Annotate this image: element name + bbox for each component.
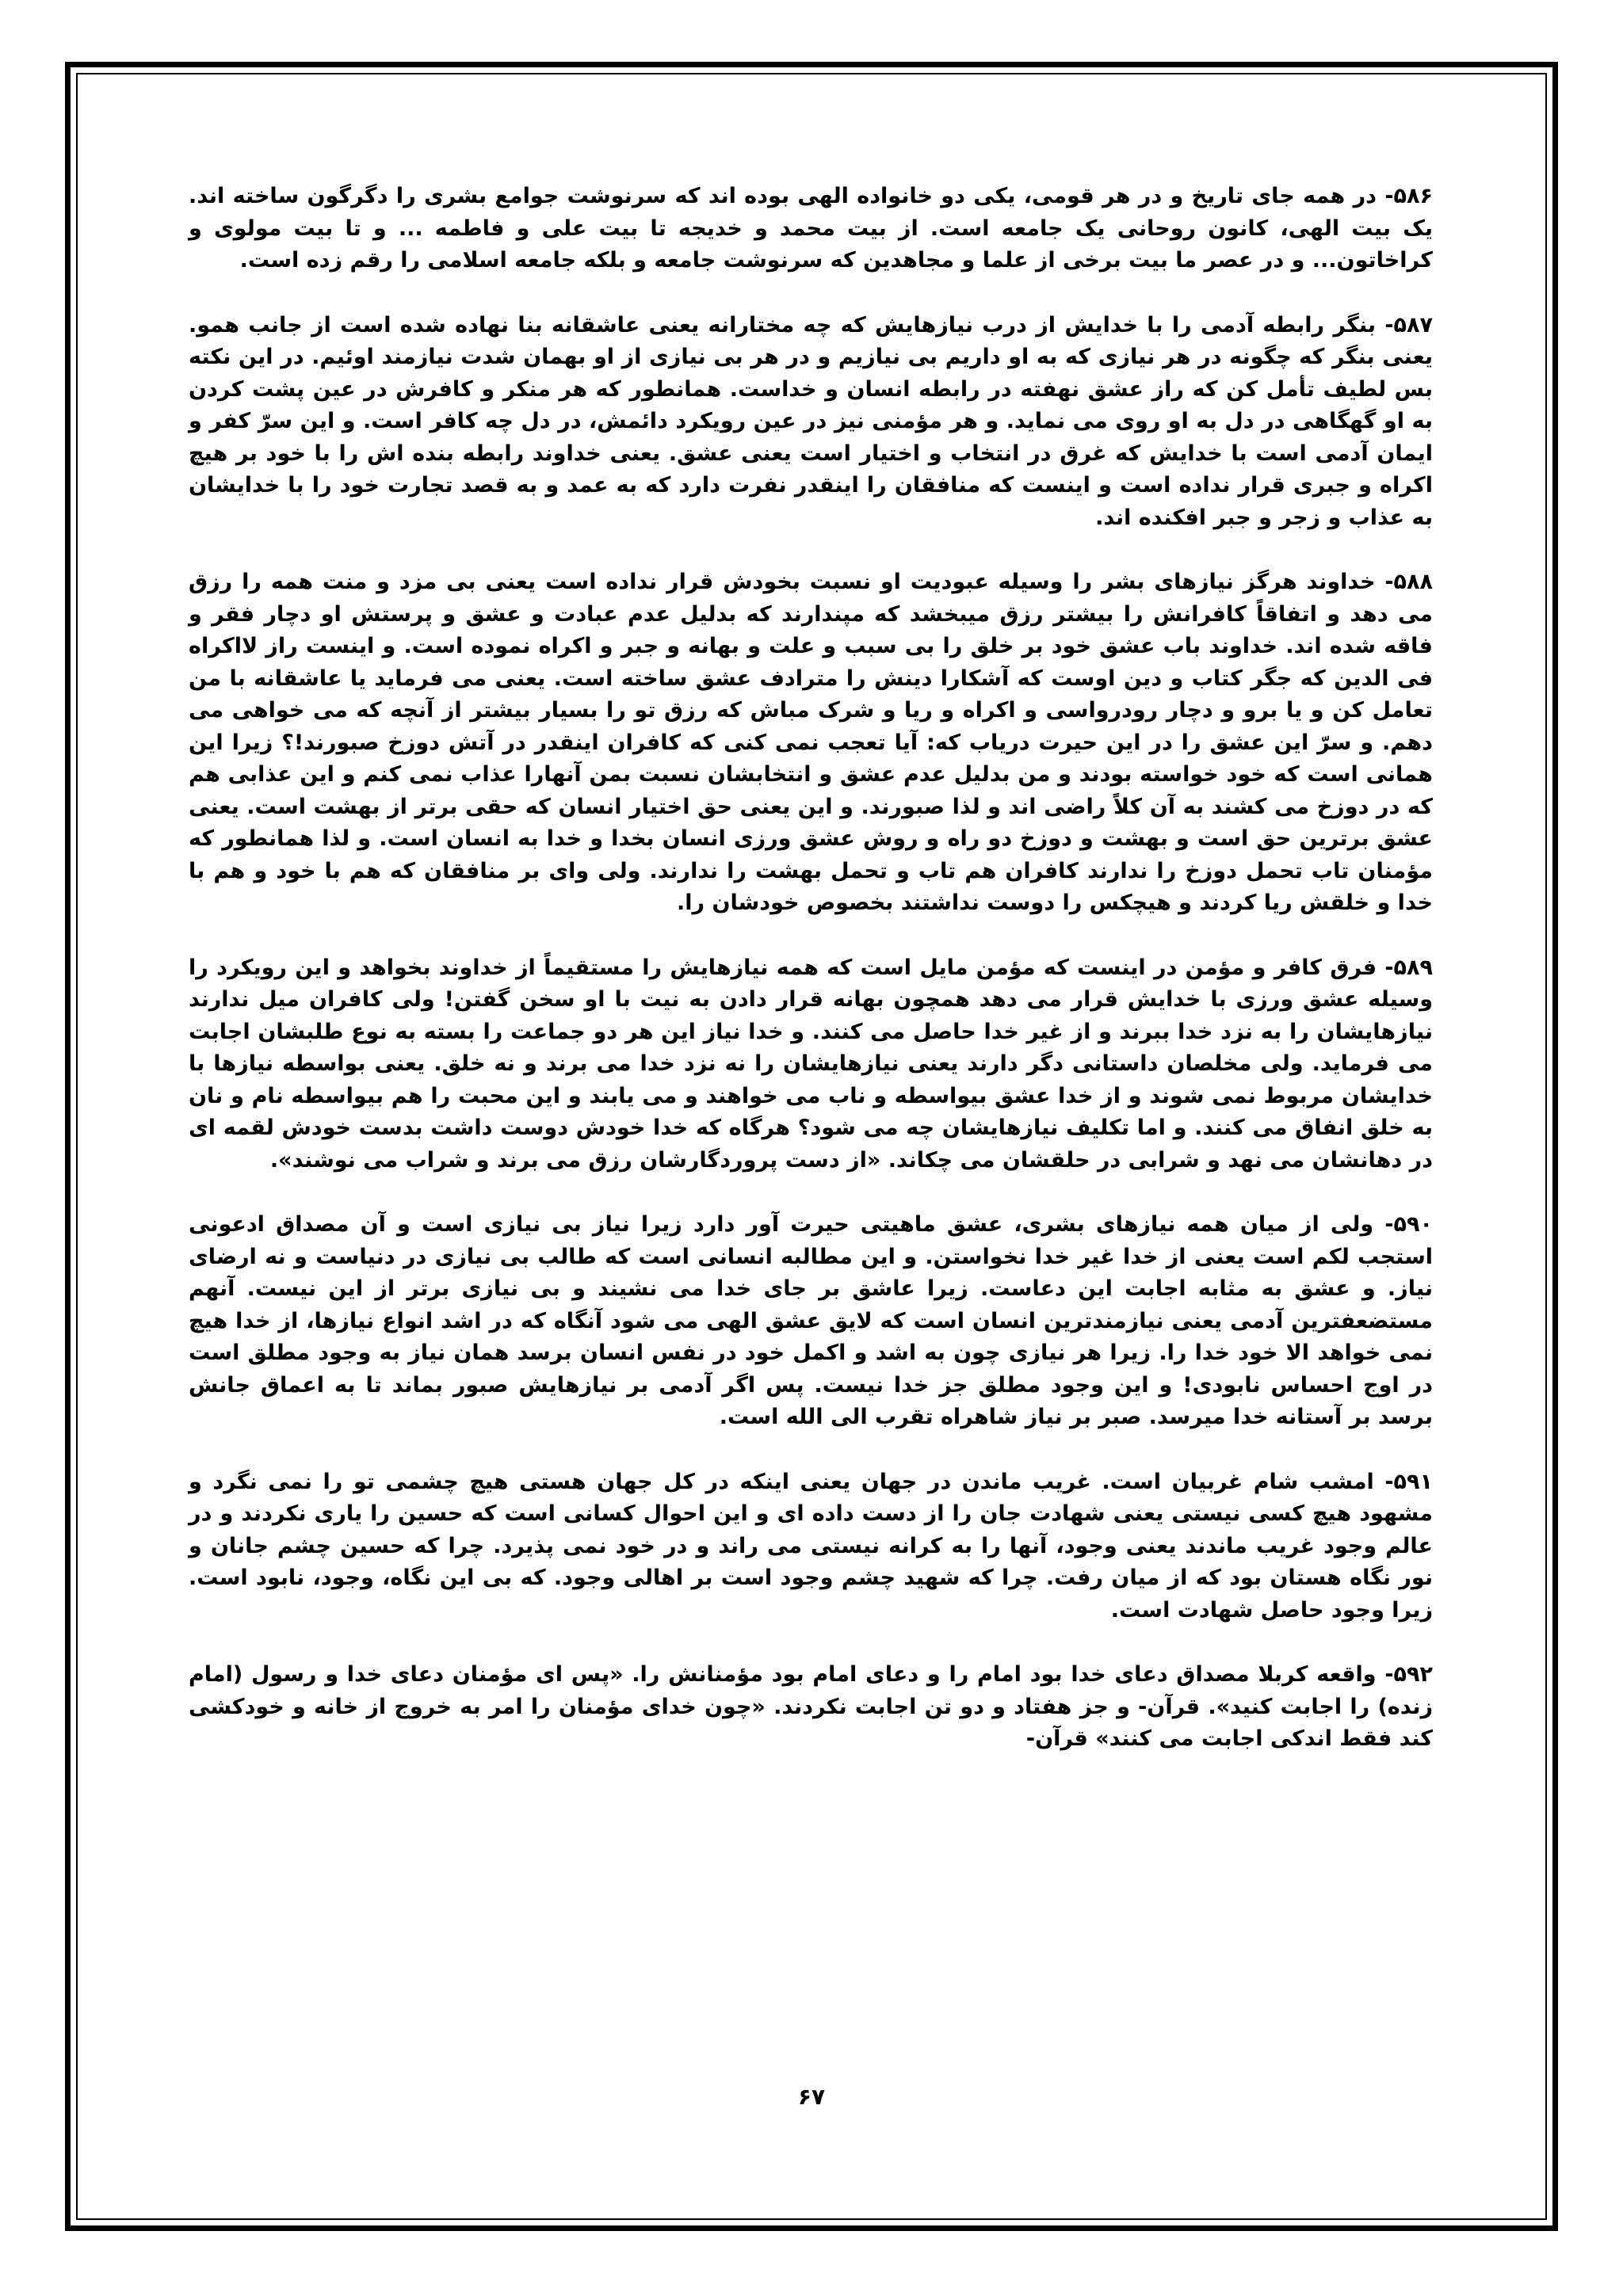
paragraph-589: ۵۸۹- فرق کافر و مؤمن در اینست که مؤمن مایل است که همه نیازهایش را مستقیماً از خداوند بخواهد و این رویکرد را وسیله عشق ورزی با خدایش قرار می دهد همچون بهانه قرار دادن به نیت با او سخن گفتن! ولی کافران میل ندارند نیازهایشان را به نزد خدا ببرند و از غیر خدا حاصل می کنند. و خدا نیاز این هر دو جماعت را بسته به نوع طلبشان اجابت می فرماید. ولی مخلصان داستانی دگر دارند یعنی نیازهایشان را نه نزد خدا می برند و نه خلق. یعنی بواسطه نیازها با خدایشان مربوط نمی شوند و از خدا عشق بیواسطه و ناب می خواهند و می یابند و این محبت را هم بیواسطه نام و نان به خلق انفاق می کنند. و اما تکلیف نیازهایشان چه می شود؟ هرگاه که خدا خودش دوست داشت بدست خودش لقمه ای در دهانشان می نهد و شرابی در حلقشان می چکاند. «از دست پروردگارشان رزق می برند و شراب می نوشند».	[189, 955, 1433, 1173]
paragraph-588: ۵۸۸- خداوند هرگز نیازهای بشر را وسیله عبودیت او نسبت بخودش قرار نداده است یعنی بی مزد و منت همه را رزق می دهد و اتفاقاً کافرانش را بیشتر رزق میبخشد که مپندارند که بدلیل عدم عبادت و عشق و پرستش او دچار فقر و فاقه شده اند. خداوند باب عشق خود بر خلق را بی سبب و علت و بهانه و جبر و اکراه نموده است. و اینست راز لااکراه فی الدین که جگر کتاب و دین اوست که آشکارا دینش را مترادف عشق ساخته است. یعنی می فرماید یا عاشقانه با من تعامل کن و یا برو و دچار رودرواسی و اکراه و ریا و شرک مباش که رزق تو را بسیار بیشتر از آنچه که می خواهی می دهم. و سرّ این عشق را در این حیرت دریاب که: آیا تعجب نمی کنی که کافران اینقدر در آتش دوزخ صبورند!؟ زیرا این همانی است که خود خواسته بودند و من بدلیل عدم عشق و انتخابشان نسبت بمن آنهارا عذاب نمی کنم و این عذابی هم که در دوزخ می کشند به آن کلاً راضی اند و لذا صبورند. و این یعنی حق اختیار انسان که حقی برتر از بهشت است. یعنی عشق برترین حق است و بهشت و دوزخ دو راه و روش عشق ورزی انسان بخدا و خدا به انسان است. و لذا همانطور که مؤمنان تاب تحمل دوزخ را ندارند کافران هم تاب و تحمل بهشت را ندارند. ولی وای بر منافقان که هم با خود و هم با خدا و خلقش ریا کردند و هیچکس را دوست نداشتند بخصوص خودشان را.	[189, 570, 1433, 915]
paragraph-591: ۵۹۱- امشب شام غربیان است. غریب ماندن در جهان یعنی اینکه در کل جهان هستی هیچ چشمی تو را نمی نگرد و مشهود هیچ کسی نیستی یعنی شهادت جان را از دست داده ای و این احوال کسانی است که حسین را یاری نکردند و در عالم وجود غریب ماندند یعنی وجود، آنها را به کرانه نیستی می راند و در خود نمی پذیرد. چرا که حسین چشم جانان و نور نگاه هستان بود که از میان رفت. چرا که شهید چشم وجود است بر اهالی وجود. که بی این نگاه، وجود، نابود است. زیرا وجود حاصل شهادت است.	[189, 1469, 1433, 1623]
document-body	[189, 181, 1433, 1788]
page-number: ۶۷	[797, 2084, 826, 2110]
paragraph-587: ۵۸۷- بنگر رابطه آدمی را با خدایش از درب نیازهایش که چه مختارانه یعنی عاشقانه بنا نهاده شده است از جانب همو. یعنی بنگر که چگونه در هر نیازی که به او داریم بی نیازیم و در هر بی نیازی از او بهمان شدت نیازمند اوئیم. در این نکته بس لطیف تأمل کن که راز عشق نهفته در رابطه انسان و خداست. همانطور که هر منکر و کافرش در عین پشت کردن به او گهگاهی در دل به او روی می نماید. و هر مؤمنی نیز در عین رویکرد دائمش، در دل چه کافر است. و این سرّ کفر و ایمان آدمی است با خدایش که غرق در انتخاب و اختیار است یعنی عشق. یعنی خداوند رابطه بنده اش را با خود بر هیچ اکراه و جبری قرار نداده است و اینست که منافقان را اینقدر نفرت دارد که به عمد و به قصد تجارت خود را با خدایشان به عذاب و زجر و جبر افکنده اند.	[189, 312, 1433, 530]
paragraph-590: ۵۹۰- ولی از میان همه نیازهای بشری، عشق ماهیتی حیرت آور دارد زیرا نیاز بی نیازی است و آن مصداق ادعونی استجب لکم است یعنی از خدا غیر خدا نخواستن. و این مطالبه انسانی است که طالب بی نیازی در دنیاست و نه ارضای نیاز. و عشق به مثابه اجابت این دعاست. زیرا عاشق بر جای خدا می نشیند و بی نیازی برتر از این نیست. آنهم مستضعفترین آدمی یعنی نیازمندترین انسان است که لایق عشق الهی می شود آنگاه که در اشد انواع نیازها، از خدا هیچ نمی خواهد الا خود خدا را. زیرا هر نیازی چون به اشد و اکمل خود در نفس انسان برسد همان نیاز به وجود مطلق است در اوج احساس نابودی! و این وجود مطلق جز خدا نیست. پس اگر آدمی بر نیازهایش صبور بماند تا به اعماق جانش برسد بر آستانه خدا میرسد. صبر بر نیاز شاهراه تقرب الی الله است.	[189, 1212, 1433, 1429]
paragraph-592: ۵۹۲- واقعه کربلا مصداق دعای خدا بود امام را و دعای امام بود مؤمنانش را. «پس ای مؤمنان دعای خدا و رسول (امام زنده) را اجابت کنید». قرآن- و جز هفتاد و دو تن اجابت نکردند. «چون خدای مؤمنان را امر به خروج از خانه و خودکشی کند فقط اندکی اجابت می کنند» قرآن-	[189, 1662, 1433, 1751]
paragraph-586: ۵۸۶- در همه جای تاریخ و در هر قومی، یکی دو خانواده الهی بوده اند که سرنوشت جوامع بشری را دگرگون ساخته اند. یک بیت الهی، کانون روحانی یک جامعه است. از بیت محمد و خدیجه تا بیت علی و فاطمه ... و تا بیت مولوی و کراخاتون... و در عصر ما بیت برخی از علما و مجاهدین که سرنوشت جامعه و بلکه جامعه اسلامی را رقم زده است.	[189, 184, 1433, 273]
